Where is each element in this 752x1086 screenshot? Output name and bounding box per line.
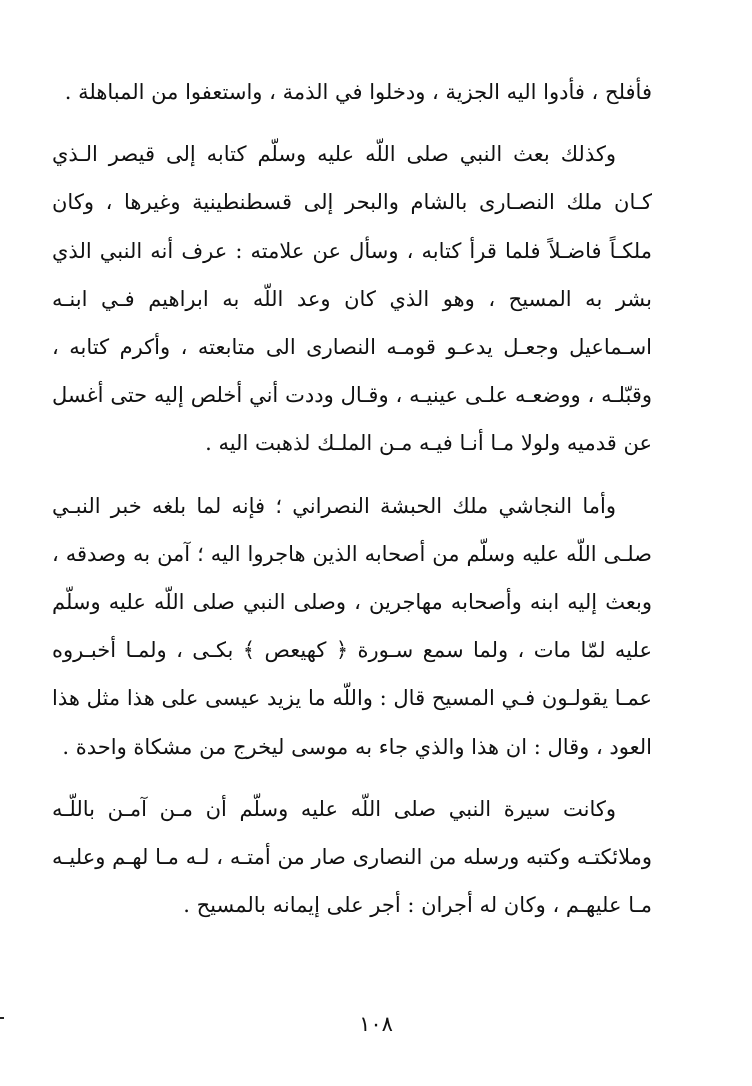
paragraph-2: وكذلك بعث النبي صلى اللّه عليه وسلّم كتابه إلى قيصر الـذي كـان ملك النصـارى بالشام والبحر إلى قسطنطينية وغيرها ، وكان ملكـاً فاضـلاً فلما قرأ كتابه ، وسأل عن علامته : عرف أنه النبي الذي بشر به المسيح ، وهو الذي كان وعد اللّه به ابراهيم فـي ابنـه اسـماعيل وجعـل يدعـو قومـه النصارى الى متابعته ، وأكرم كتابه ، وقبّلـه ، ووضعـه علـى عينيـه ، وقـال وددت أني أخلص إليه حتى أغسل عن قدميه ولولا مـا أنـا فيـه مـن الملـك لذهبت اليه . xyxy=(52,142,652,456)
paragraph-4: وكانت سيرة النبي صلى اللّه عليه وسلّم أن مـن آمـن باللّـه وملائكتـه وكتبه ورسله من النصارى صار من أمتـه ، لـه مـا لهـم وعليـه مـا عليهـم ، وكان له أجران : أجر على إيمانه بالمسيح . xyxy=(52,796,652,918)
paragraph-3: وأما النجاشي ملك الحبشة النصراني ؛ فإنه لما بلغه خبر النبـي صلـى اللّه عليه وسلّم من أصحابه الذين هاجروا اليه ؛ آمن به وصدقه ، وبعث إليه ابنه وأصحابه مهاجرين ، وصلى النبي صلى اللّه عليه وسلّم عليه لمّا مات ، ولما سمع سـورة ﴿ كهيعص ﴾ بكـى ، ولمـا أخبـروه عمـا يقولـون فـي المسيح قال : واللّه ما يزيد عيسى على هذا مثل هذا العود ، وقال : ان هذا والذي جاء به موسى ليخرج من مشكاة واحدة . xyxy=(52,493,652,759)
body-text xyxy=(52,68,652,929)
scan-edge-mark xyxy=(0,1017,4,1019)
paragraph-1: فأفلح ، فأدوا اليه الجزية ، ودخلوا في الذمة ، واستعفوا من المباهلة . xyxy=(64,80,652,104)
page-number: ١٠٨ xyxy=(359,1012,393,1036)
